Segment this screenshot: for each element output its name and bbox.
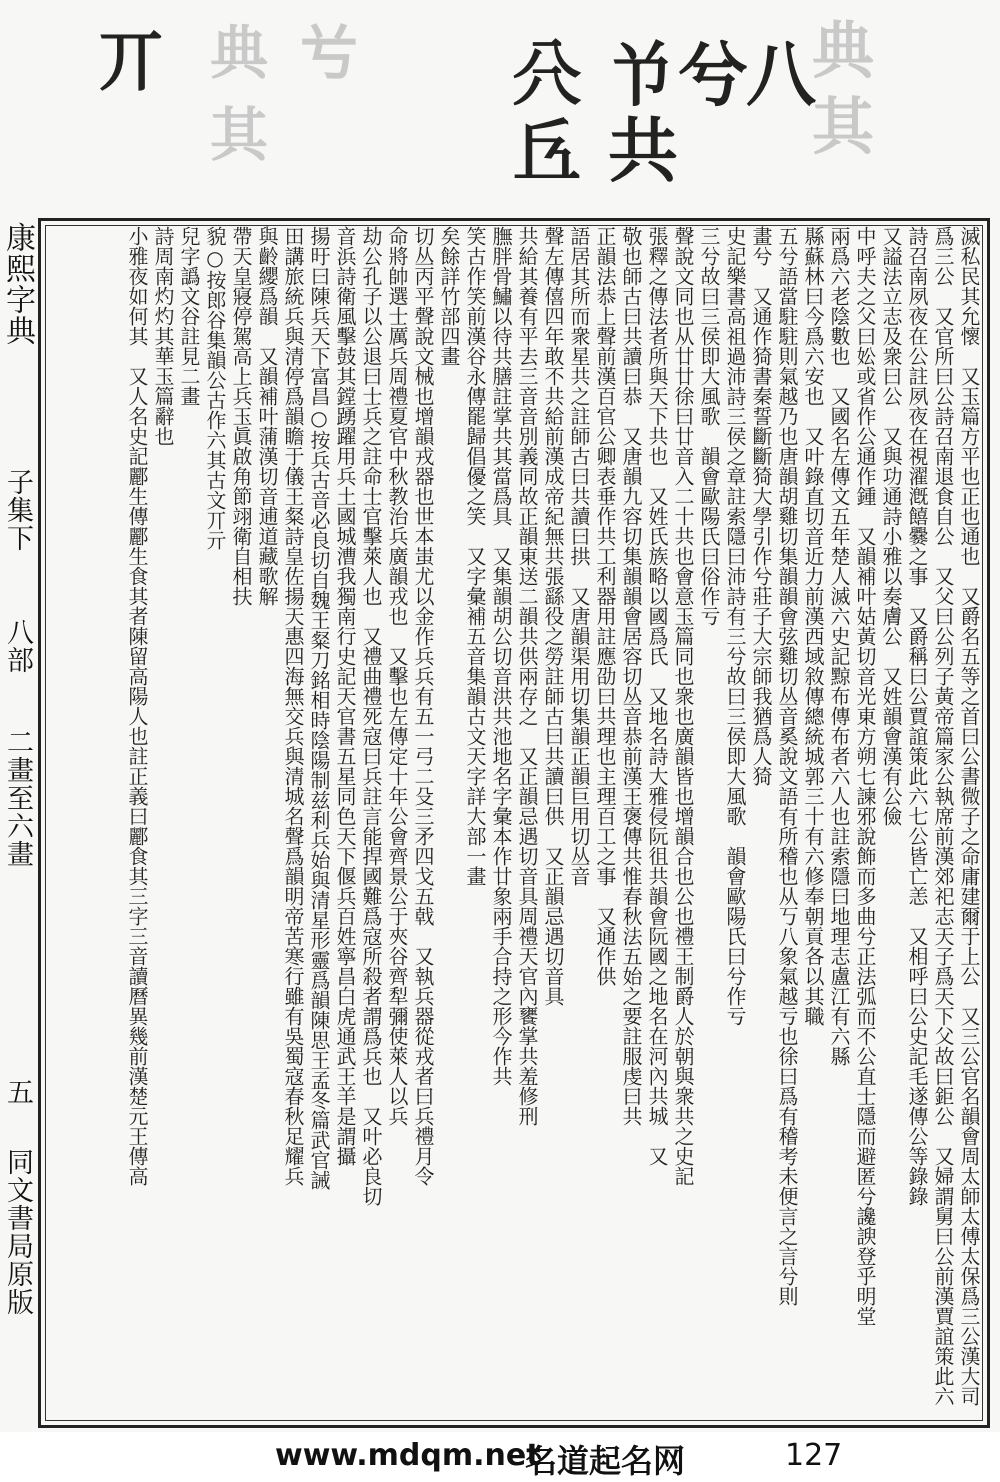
text-column: 中呼夫之父曰妐或省作公通作鍾 又韻補叶姑黃切音光東方朔七諫邪說飾而多曲兮正法弧而不公直士隱而避匿兮讒諛登乎明堂 xyxy=(853,226,877,1326)
text-column: 兒字譌文谷註見二畫 xyxy=(177,226,201,406)
page-margin-label xyxy=(0,218,34,1428)
text-column: 語居其所而衆星共之註師古曰共讀曰拱 又唐韻渠用切集韻正韻巨用切丛音 xyxy=(567,226,591,886)
text-column: 田講旅統兵與清停爲韻瞻于儀王粲詩皇佐揚天惠四海無交兵與清城名聲爲韻明帝苦寒行雖有吳蜀寇春秋足耀兵 xyxy=(281,226,305,1186)
text-column: 爲三公 又官所曰公詩召南退食自公 又父曰公列子黃帝篇家公執席前漢郊祀志天子爲天下父故曰鉅公 又婦謂舅曰公前漢賈誼策此六 xyxy=(931,226,955,1406)
text-column: 共給其養有平去三音音別義同故正韻東送二韻共供兩存之 又正韻忌遇切音具周禮天官內饔掌共羞修刑 xyxy=(515,226,539,1126)
text-column: 劫公孔子以公退曰士兵之註命士官擊萊人也 又禮曲禮死寇曰兵註言能捍國難爲寇所殺者謂爲兵也 又叶必良切 xyxy=(359,226,383,1206)
text-column: 貌○按郎谷集韻公古作六其古文丌亓 xyxy=(203,226,227,550)
volume-label: 五 xyxy=(2,1078,33,1106)
website-url: www.mdqm.net xyxy=(275,1438,541,1473)
text-column: 小雅夜如何其 又人名史記酈生傳酈生食其者陳留高陽人也註正義曰酈食其三字三音讀曆異幾前漢楚元王傳高 xyxy=(125,226,149,1186)
seal-glyph: 兮 xyxy=(678,33,748,116)
text-column: 音浜詩衛風擊鼓其鏜踴躍用兵土國城漕我獨南行史記天官書五星同色天下偃兵百姓寧昌白虎通武王羊是謂攝 xyxy=(333,226,357,1166)
text-column: 矣餘詳竹部四畫 xyxy=(437,226,461,366)
seal-glyph-faint: 𠔃 xyxy=(300,19,359,87)
website-name: 名道起名网 xyxy=(525,1442,686,1480)
watermark-footer xyxy=(0,1432,1000,1480)
publisher-label: 同文書局原版 xyxy=(2,1148,33,1316)
text-column: 縣蘇林曰今爲六安也 又叶錄直切音近力前漢西域敘傳總統城郭三十有六修奉朝貢各以其職 xyxy=(801,226,825,1026)
book-title: 康熙字典 xyxy=(0,222,35,346)
text-column: 詩召南夙夜在公註夙夜在視濯漑饎爨之事 又爵稱曰公賈誼策此六七公皆亡恙 又相呼曰公史記毛遂傳公等錄錄 xyxy=(905,226,929,1206)
text-column: 與齡纓爲韻 又韻補叶蒲漢切音逋道藏歌解 xyxy=(255,226,279,606)
text-column: 史記樂書高祖過沛詩三侯之章註索隱曰沛詩有三兮故曰三侯即大風歌 韻會歐陽氏曰兮作亏 xyxy=(723,226,747,1026)
stroke-range-label: 二畫至六畫 xyxy=(2,728,33,868)
seal-glyph: 兯 xyxy=(608,33,678,116)
text-column: 揚旴曰陳兵天下富昌○按兵古音必良切自魏王粲刀銘相時陰陽制兹利兵始與清星形靈爲韻陳思王孟冬篇武官誡 xyxy=(307,226,331,1190)
radical-label: 八部 xyxy=(2,618,33,674)
seal-glyph: 𠀈 xyxy=(512,109,582,192)
text-columns xyxy=(46,226,982,1420)
seal-script-header xyxy=(60,14,940,210)
seal-glyph-faint: 其 xyxy=(210,101,269,169)
seal-glyph: 丌 xyxy=(98,22,164,100)
text-column: 帶天皇寢停駕高上兵玉眞啟角節翊衛自相扶 xyxy=(229,226,253,606)
text-column: 三兮故曰三侯即大風歌 韻會歐陽氏曰俗作亏 xyxy=(697,226,721,626)
text-column: 正韻法恭上聲前漢百官公卿表垂作共工利器用註應劭曰共理也主理百工之事 又通作供 xyxy=(593,226,617,986)
text-column: 張釋之傳法者所與天下共也 又姓氏族略以國爲氏 又地名詩大雅侵阮徂共韻會阮國之地名在河內共城 又 xyxy=(645,226,669,1166)
text-column: 五兮語當駐駐則氣越乃也唐韻胡雞切集韻韻會弦雞切丛音奚說文語有所稽也从丂八象氣越亏也徐曰爲有稽考未便言之言兮則 xyxy=(775,226,799,1306)
seal-glyph: 𠔁 xyxy=(512,33,582,116)
seal-glyph: 共 xyxy=(608,109,678,192)
text-column: 畫兮 又通作猗書秦誓斷斷猗大學引作兮莊子大宗師我猶爲人猗 xyxy=(749,226,773,786)
text-column: 命將帥選士厲兵周禮夏官中秋教治兵廣韻戎也 又擊也左傳定十年公會齊景公于夾谷齊犁彌使萊人以兵 xyxy=(385,226,409,1126)
seal-glyph-faint: 典 xyxy=(812,14,875,87)
section-label: 子集下 xyxy=(2,468,33,552)
text-column: 膴胖骨鱐以待共膳註掌共其當爲具 又集韻胡公切音洪共池地名字彙本作廿象兩手合持之形今作共 xyxy=(489,226,513,1086)
page-number: 127 xyxy=(785,1438,843,1473)
text-column: 聲說文同也从廿廿徐曰廿音入二十共也會意玉篇同也衆也廣韻皆也增韻合也公也禮王制爵人於朝與衆共之史記 xyxy=(671,226,695,1186)
text-column: 切丛丙平聲說文械也增韻戎器也世本蚩尤以金作兵兵有五一弓二殳三矛四戈五戟 又執兵器從戎者曰兵禮月令 xyxy=(411,226,435,1186)
text-column: 笑古作笑前漢谷永傳罷歸倡優之笑 又字彙補五音集韻古文天字詳大部一畫 xyxy=(463,226,487,886)
seal-glyph-faint: 典 xyxy=(210,19,269,87)
text-column: 又謚法立志及衆曰公 又與功通詩小雅以奏膚公 又姓韻會漢有公儉 xyxy=(879,226,903,826)
text-column: 詩周南灼灼其華玉篇辭也 xyxy=(151,226,175,446)
text-column: 聲左傳僖四年敢不共給前漢成帝紀無共張繇役之勞註師古曰共讀曰供 又正韻忌遇切音具 xyxy=(541,226,565,1006)
text-column: 兩爲六老陰數也 又國名左傳文五年楚人滅六史記黥布傳布者六人也註索隱曰地理志盧江有六縣 xyxy=(827,226,851,1066)
text-column: 敬也師古曰共讀曰恭 又唐韻九容切集韻韻會居容切丛音恭前漢王褒傳共惟春秋法五始之要註服虔曰共 xyxy=(619,226,643,1126)
text-column: 滅私民其允懷 又玉篇方平也正也通也 又爵名五等之首曰公書微子之命庸建爾于上公 又三公官名韻會周太師太傅太保爲三公漢大司 xyxy=(957,226,981,1406)
seal-glyph-faint: 其 xyxy=(812,90,875,163)
seal-glyph: 八 xyxy=(746,33,816,116)
